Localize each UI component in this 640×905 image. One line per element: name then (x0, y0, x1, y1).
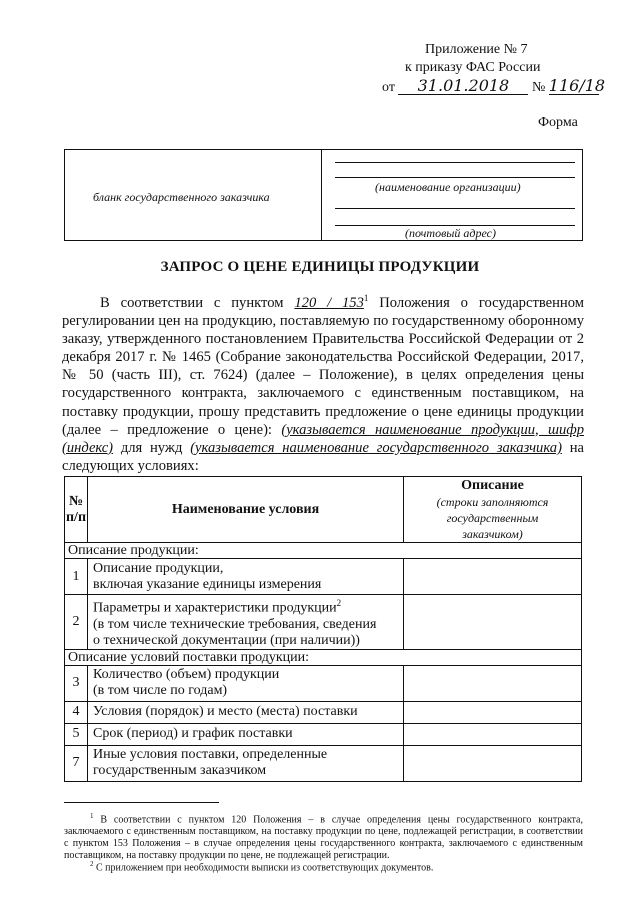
customer-letterhead-box (64, 149, 583, 241)
para-main: Положения о государственном регулировании цен на продукцию, поставляемую по государственному оборонному заказу, утвержденного постановлением Правительства Российской Федерации от 2 декабря 2017 г. № 1465 (Собрание законодательства Российской Федерации, 2017, № 50 (часть III), ст. 7624) (далее – Положение), в целях определения цены государственного контракта, заключаемого с единственным поставщиком, на поставку продукции, прошу представить предложение о цене единицы продукции (далее – предложение о цене): (62, 295, 584, 438)
org-line-2 (335, 177, 575, 178)
document-title: ЗАПРОС О ЦЕНЕ ЕДИНИЦЫ ПРОДУКЦИИ (160, 259, 480, 275)
section-row (65, 649, 582, 665)
footnote-2-text: С приложением при необходимости выписки из соответствующих документов. (96, 862, 434, 874)
header-description-note: (строки заполняются государственным заказчиком) (436, 494, 549, 541)
para-for-needs: для нужд (120, 439, 183, 456)
footnote-ref-1: 1 (363, 293, 369, 304)
appendix-label: Приложение № 7 (425, 42, 528, 57)
footnote-1 (64, 810, 583, 862)
row-number: 4 (65, 701, 88, 723)
order-label: к приказу ФАС России (405, 60, 541, 75)
row-condition (88, 745, 404, 781)
request-paragraph (62, 294, 584, 475)
from-label: от (382, 80, 395, 95)
footnote-separator (64, 802, 219, 803)
row-description-cell[interactable] (404, 665, 582, 701)
header-description (404, 477, 582, 543)
box-divider (321, 150, 322, 240)
order-date-line (382, 76, 606, 96)
row-number: 1 (65, 559, 88, 595)
conditions-table (64, 476, 582, 782)
section-delivery-conditions: Описание условий поставки продукции: (65, 649, 582, 665)
row-condition (88, 595, 404, 650)
customer-name-placeholder: (указывается наименование государственного заказчика) (190, 439, 562, 456)
para-end: на следующих условиях: (62, 439, 585, 474)
row-description-cell[interactable] (404, 559, 582, 595)
row-condition-line: Количество (объем) продукции (93, 667, 280, 683)
footnote-2-mark: 2 (90, 860, 94, 868)
footnote-1-mark: 1 (90, 812, 94, 820)
row-condition-line: о технической документации (при наличии)) (93, 632, 360, 648)
row-condition-line: государственным заказчиком (93, 763, 267, 779)
product-name-placeholder: (указывается наименование продукции, шифр (индекс) (62, 421, 584, 456)
table-row (65, 701, 582, 723)
header-condition-name: Наименование условия (88, 477, 404, 543)
row-number: 2 (65, 595, 88, 650)
section-row (65, 543, 582, 559)
section-product-description: Описание продукции: (65, 543, 582, 559)
row-condition-line: включая указание единицы измерения (93, 576, 322, 592)
row-description-cell[interactable] (404, 701, 582, 723)
address-caption: (почтовый адрес) (405, 226, 496, 240)
org-name-caption: (наименование организации) (375, 180, 521, 194)
row-condition: Срок (период) и график поставки (88, 723, 404, 745)
row-condition: Условия (порядок) и место (места) поставки (88, 701, 404, 723)
address-line-1 (335, 208, 575, 209)
handwritten-date: 31.01.2018 (398, 78, 528, 95)
table-row (65, 745, 582, 781)
table-row (65, 665, 582, 701)
header-number (65, 477, 88, 543)
handwritten-number: 116/18 (548, 76, 606, 95)
number-label: № (531, 80, 546, 95)
table-header-row (65, 477, 582, 543)
row-condition (88, 559, 404, 595)
table-row (65, 559, 582, 595)
row-condition-line: (в том числе технические требования, сведения (93, 616, 377, 632)
footnote-ref-2: 2 (336, 598, 342, 608)
customer-form-label: бланк государственного заказчика (93, 190, 270, 204)
row-description-cell[interactable] (404, 595, 582, 650)
row-condition-line: (в том числе по годам) (93, 683, 228, 699)
org-line-1 (335, 162, 575, 163)
row-condition-line (93, 595, 398, 617)
row-condition-line: Описание продукции, (93, 560, 224, 576)
table-row (65, 595, 582, 650)
row-number: 5 (65, 723, 88, 745)
para-intro: В соответствии с пунктом (100, 295, 284, 311)
row-description-cell[interactable] (404, 723, 582, 745)
footnote-2 (64, 858, 583, 874)
row-number: 3 (65, 665, 88, 701)
row-condition (88, 665, 404, 701)
row-condition-text: Параметры и характеристики продукции (93, 600, 337, 616)
header-description-title: Описание (461, 477, 524, 493)
form-label: Форма (538, 115, 578, 130)
row-description-cell[interactable] (404, 745, 582, 781)
row-condition-line: Иные условия поставки, определенные (93, 747, 328, 763)
table-row (65, 723, 582, 745)
row-number: 7 (65, 745, 88, 781)
header-number-text: № п/п (65, 493, 87, 525)
footnote-1-text: В соответствии с пунктом 120 Положения – в случае определения цены государственного контракта, заключаемого с единственным поставщиком, на поставку продукции по цене, подлежащей регистрации, в соответствии с пунктом 153 Положения – в случае определения цены государственного контракта, заключаемого с единственным поставщиком, на поставку продукции по цене, не подлежащей регистрации. (64, 814, 583, 862)
clause-reference: 120 / 153 (294, 295, 364, 311)
